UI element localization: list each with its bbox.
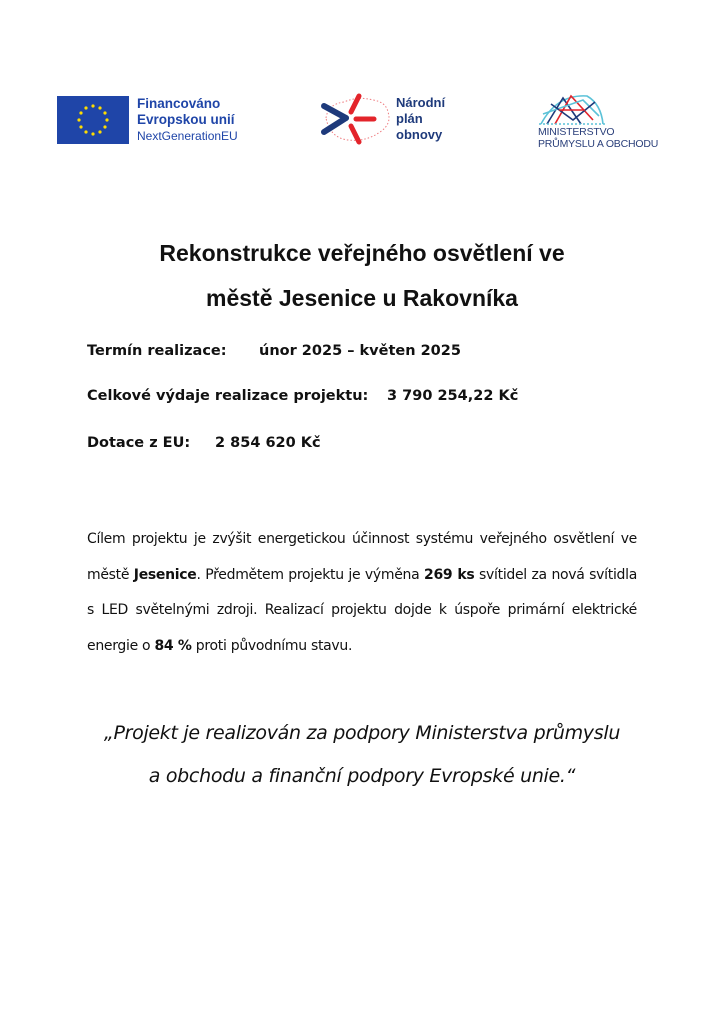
support-quote-line2: a obchodu a finanční podpory Evropské unie.“ — [148, 765, 576, 787]
eu-logo-line2: Evropskou unií — [137, 112, 235, 127]
info-costs — [87, 388, 519, 404]
npo-symbol-icon — [318, 90, 393, 150]
term-label: Termín realizace: — [87, 343, 227, 359]
npo-logo — [318, 90, 468, 150]
subsidy-value: 2 854 620 Kč — [215, 435, 321, 451]
document-title-line2: městě Jesenice u Rakovníka — [206, 285, 518, 311]
eu-flag-icon — [57, 96, 129, 144]
mpo-logo — [535, 90, 675, 152]
document-title-line1: Rekonstrukce veřejného osvětlení ve — [159, 240, 565, 266]
info-term — [87, 343, 461, 359]
description-count: 269 ks — [424, 566, 475, 583]
mpo-logo-line2: PRŮMYSLU A OBCHODU — [538, 138, 659, 150]
description-text: Cílem projektu je zvýšit energetickou účinnost systému veřejného osvětlení ve městě — [87, 531, 637, 583]
eu-logo-line1: Financováno — [137, 96, 221, 111]
npo-logo-line1: Národní — [396, 95, 446, 110]
description-text: proti původnímu stavu. — [191, 637, 353, 654]
eu-funding-logo — [57, 96, 257, 146]
support-quote-line1: „Projekt je realizován za podpory Ministerstva průmyslu — [103, 722, 621, 744]
description-text: . Předmětem projektu je výměna — [196, 566, 425, 583]
description-town: Jesenice — [133, 566, 197, 583]
term-value: únor 2025 – květen 2025 — [259, 343, 461, 359]
mpo-dome-icon — [537, 90, 607, 126]
description-text: svítidel za nová svítidla s LED světelnými zdroji. Realizací projektu dojde k úspoře primární elektrické energie o — [87, 566, 637, 654]
mpo-logo-line1: MINISTERSTVO — [538, 126, 615, 138]
project-description — [87, 522, 637, 664]
logo-bar — [0, 0, 724, 170]
costs-value: 3 790 254,22 Kč — [387, 388, 519, 404]
description-savings: 84 % — [154, 637, 192, 654]
npo-logo-line3: obnovy — [396, 127, 443, 142]
eu-logo-line3: NextGenerationEU — [137, 129, 238, 143]
subsidy-label: Dotace z EU: — [87, 435, 191, 451]
costs-label: Celkové výdaje realizace projektu: — [87, 388, 369, 404]
npo-logo-line2: plán — [396, 111, 423, 126]
info-subsidy — [87, 435, 321, 451]
